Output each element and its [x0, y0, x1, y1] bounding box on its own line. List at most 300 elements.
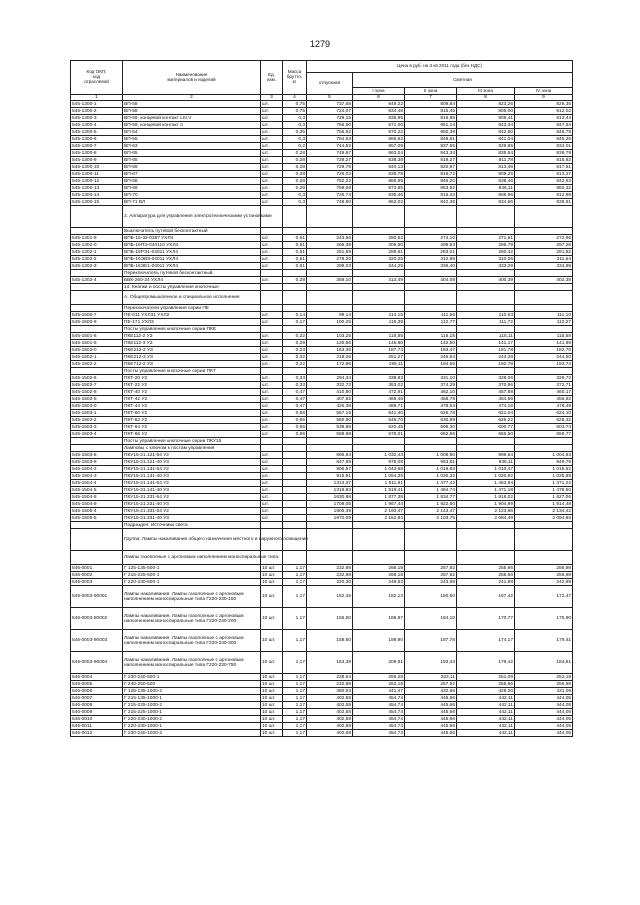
zone2-price-cell: 809,84: [405, 101, 457, 108]
zone2-price-cell: 111,56: [405, 312, 457, 319]
zone3-price-cell: 370,86: [457, 382, 515, 389]
code-cell: [71, 270, 123, 277]
zone4-price-cell: 172,47: [515, 586, 573, 608]
zone1-price-cell: 268,18: [353, 565, 405, 572]
table-row: [71, 709, 573, 716]
unit-cell: шт.: [261, 459, 283, 466]
zone3-price-cell: 2 084,49: [457, 515, 515, 522]
unit-cell: 10 шт.: [261, 572, 283, 579]
release-price-cell: 218,26: [307, 354, 353, 361]
name-cell: ПКЕ712-2 УЗ: [123, 361, 261, 368]
zone2-price-cell: [405, 270, 457, 277]
zone1-price-cell: 145,80: [353, 340, 405, 347]
zone3-price-cell: 457,88: [457, 389, 515, 396]
section-row: [71, 228, 573, 235]
table-row: [71, 723, 573, 730]
zone2-price-cell: 180,50: [405, 586, 457, 608]
mass-cell: 1,17: [283, 572, 307, 579]
zone2-price-cell: [405, 284, 457, 291]
code-cell: 545-1300-6: [71, 136, 123, 143]
code-cell: [71, 284, 123, 291]
unit-cell: [261, 326, 283, 333]
unit-cell: шт.: [261, 319, 283, 326]
table-row: [71, 608, 573, 630]
mass-cell: [283, 522, 307, 529]
zone3-price-cell: 310,06: [457, 256, 515, 263]
unit-cell: шт.: [261, 199, 283, 206]
zone1-price-cell: 182,14: [353, 586, 405, 608]
table-row: [71, 480, 573, 487]
zone3-price-cell: 1 904,99: [457, 501, 515, 508]
table-row: [71, 375, 573, 382]
zone4-price-cell: 242,99: [515, 579, 573, 586]
release-price-cell: 332,72: [307, 382, 353, 389]
zone1-price-cell: 338,83: [353, 375, 405, 382]
table-row: [71, 403, 573, 410]
zone2-price-cell: [405, 551, 457, 565]
code-cell: 545-1501-6: [71, 333, 123, 340]
zone2-price-cell: 953,81: [405, 459, 457, 466]
table-row: [71, 171, 573, 178]
zone2-price-cell: 842,36: [405, 199, 457, 206]
zone3-price-cell: [457, 326, 515, 333]
unit-cell: 10 шт.: [261, 702, 283, 709]
zone1-price-cell: 441,47: [353, 688, 405, 695]
zone1-price-cell: 248,63: [353, 579, 405, 586]
release-price-cell: [307, 551, 353, 565]
zone3-price-cell: 170,77: [457, 608, 515, 630]
zone1-price-cell: 472,91: [353, 389, 405, 396]
name-cell: Лампы газополные с аргоновым наполнением моноспиральные типа:: [123, 551, 261, 565]
table-row: [71, 389, 573, 396]
mass-cell: 1,17: [283, 586, 307, 608]
unit-cell: [261, 522, 283, 529]
zone2-price-cell: [405, 445, 457, 452]
release-price-cell: 380,53: [307, 688, 353, 695]
zone4-price-cell: 252,19: [515, 674, 573, 681]
table-row: [71, 572, 573, 579]
release-price-cell: 724,07: [307, 108, 353, 115]
unit-cell: шт.: [261, 235, 283, 242]
zone2-price-cell: 815,45: [405, 108, 457, 115]
unit-cell: шт.: [261, 185, 283, 192]
name-cell: ВП-65: [123, 157, 261, 164]
release-price-cell: 538,95: [307, 424, 353, 431]
name-cell: ПКУ15-21.141-54 У2: [123, 480, 261, 487]
unit-cell: шт.: [261, 122, 283, 129]
name-cell: Переключатели управления серии ПЕ: [123, 305, 261, 312]
code-cell: 545-1502-2: [71, 361, 123, 368]
mass-cell: [283, 473, 307, 480]
zone3-price-cell: 110,53: [457, 312, 515, 319]
name-cell: БВК-260-24 УХЛ4: [123, 277, 261, 284]
mass-cell: 0,66: [283, 410, 307, 417]
mass-cell: 0,51: [283, 242, 307, 249]
zone4-price-cell: 256,98: [515, 681, 573, 688]
zone4-price-cell: 847,54: [515, 122, 573, 129]
name-cell: ВПБ-16ПЭ-040110 УХЛ4: [123, 242, 261, 249]
zone3-price-cell: [457, 551, 515, 565]
table-row: [71, 143, 573, 150]
unit-cell: шт.: [261, 389, 283, 396]
code-cell: 545-1502-0: [71, 347, 123, 354]
zone1-price-cell: 2 193,47: [353, 508, 405, 515]
mass-cell: [283, 284, 307, 291]
code-cell: 545-1505-5: [71, 515, 123, 522]
zone4-price-cell: 112,27: [515, 319, 573, 326]
zone1-price-cell: 620,45: [353, 424, 405, 431]
mass-cell: [283, 206, 307, 228]
mass-cell: 0,22: [283, 333, 307, 340]
zone3-price-cell: 809,41: [457, 115, 515, 122]
mass-cell: 0,51: [283, 256, 307, 263]
release-price-cell: 126,66: [307, 340, 353, 347]
zone2-price-cell: 2 143,47: [405, 508, 457, 515]
zone3-price-cell: 255,66: [457, 572, 515, 579]
code-cell: 545-1503-3: [71, 424, 123, 431]
release-price-cell: 158,60: [307, 630, 353, 652]
name-cell: ВП-58: [123, 101, 261, 108]
code-cell: [71, 206, 123, 228]
code-cell: 545-1500-7: [71, 312, 123, 319]
table-row: [71, 122, 573, 129]
release-price-cell: [307, 291, 353, 305]
release-price-cell: 402,58: [307, 702, 353, 709]
unit-cell: шт.: [261, 375, 283, 382]
mass-cell: 0,33: [283, 382, 307, 389]
unit-cell: [261, 368, 283, 375]
table-row: [71, 185, 573, 192]
zone3-price-cell: [457, 206, 515, 228]
unit-cell: [261, 445, 283, 452]
unit-cell: шт.: [261, 501, 283, 508]
zone3-price-cell: 999,64: [457, 452, 515, 459]
release-price-cell: 560,90: [307, 417, 353, 424]
zone3-price-cell: 179,42: [457, 652, 515, 674]
name-cell: Г 220-230-500-1: [123, 579, 261, 586]
zone4-price-cell: 659,77: [515, 431, 573, 438]
code-cell: 545-1300-14: [71, 192, 123, 199]
mass-cell: [283, 515, 307, 522]
mass-cell: 0,51: [283, 263, 307, 270]
name-cell: Посты управления кнопочные серии ПКУ15: [123, 438, 261, 445]
name-cell: ВП-54: [123, 129, 261, 136]
zone1-price-cell: 835,95: [353, 115, 405, 122]
code-cell: 545-1302-3: [71, 263, 123, 270]
section-row: [71, 438, 573, 445]
mass-cell: 0,28: [283, 150, 307, 157]
zone3-price-cell: [457, 270, 515, 277]
zone4-price-cell: 839,79: [515, 150, 573, 157]
zone2-price-cell: 2 103,75: [405, 515, 457, 522]
column-number: 8: [457, 95, 515, 101]
name-cell: Посты управления кнопочные серии ПКЕ: [123, 326, 261, 333]
release-price-cell: 906,57: [307, 466, 353, 473]
code-cell: 546-0001: [71, 565, 123, 572]
name-cell: Г 215-225-500-1: [123, 572, 261, 579]
release-price-cell: 748,60: [307, 199, 353, 206]
zone4-price-cell: 2 094,85: [515, 515, 573, 522]
zone4-price-cell: 812,02: [515, 108, 573, 115]
zone1-price-cell: 344,25: [353, 263, 405, 270]
section-row: [71, 368, 573, 375]
mass-cell: 0,3: [283, 192, 307, 199]
zone2-price-cell: 183,47: [405, 347, 457, 354]
zone4-price-cell: 329,72: [515, 375, 573, 382]
unit-cell: шт.: [261, 136, 283, 143]
release-price-cell: 402,58: [307, 716, 353, 723]
release-price-cell: 726,02: [307, 171, 353, 178]
zone4-price-cell: [515, 522, 573, 529]
column-number: 1: [71, 95, 123, 101]
unit-cell: шт.: [261, 410, 283, 417]
name-cell: Лампы накаливания. Лампы газополные с аргоновым наполнением моноспиральные типа Г220-230-300: [123, 630, 261, 652]
unit-cell: 10 шт.: [261, 674, 283, 681]
zone3-price-cell: 838,46: [457, 178, 515, 185]
code-cell: 545-1300-13: [71, 185, 123, 192]
name-cell: ВП-59, концевой контакт II: [123, 122, 261, 129]
unit-cell: шт.: [261, 417, 283, 424]
table-row: [71, 115, 573, 122]
zone2-price-cell: 331,10: [405, 375, 457, 382]
zone2-price-cell: 445,66: [405, 702, 457, 709]
unit-cell: шт.: [261, 480, 283, 487]
release-price-cell: 1905,39: [307, 508, 353, 515]
release-price-cell: 265,38: [307, 242, 353, 249]
zone4-price-cell: 1 015,52: [515, 466, 573, 473]
name-cell: Г 215-225-1000-1: [123, 709, 261, 716]
zone2-price-cell: [405, 368, 457, 375]
zone2-price-cell: 1 030,32: [405, 473, 457, 480]
name-cell: Г 240-250-500: [123, 681, 261, 688]
mass-cell: 1,17: [283, 652, 307, 674]
zone3-price-cell: 167,42: [457, 586, 515, 608]
zone3-price-cell: [457, 228, 515, 235]
zone2-price-cell: 194,55: [405, 361, 457, 368]
zone4-price-cell: 628,32: [515, 417, 573, 424]
zone3-price-cell: 1 463,94: [457, 480, 515, 487]
mass-cell: [283, 551, 307, 565]
zone4-price-cell: 402,38: [515, 277, 573, 284]
mass-cell: [283, 305, 307, 312]
name-cell: Г 215-225-1000-2: [123, 702, 261, 709]
zone4-price-cell: 175,90: [515, 608, 573, 630]
header-estimate: Сметная: [353, 73, 573, 88]
column-number: 6: [353, 95, 405, 101]
table-row: [71, 256, 573, 263]
zone3-price-cell: [457, 305, 515, 312]
zone3-price-cell: 192,78: [457, 361, 515, 368]
unit-cell: 10 шт.: [261, 688, 283, 695]
zone4-price-cell: [515, 438, 573, 445]
table-row: [71, 417, 573, 424]
zone2-price-cell: 184,10: [405, 608, 457, 630]
name-cell: Ламповы с ключом к постам управления: [123, 445, 261, 452]
section-row: [71, 206, 573, 228]
table-row: [71, 688, 573, 695]
section-row: [71, 529, 573, 551]
name-cell: ВПБ-16ЭЕ1-04011 УХЛ4: [123, 263, 261, 270]
name-cell: ПЕ-011 УХЛ31 УХЛ2: [123, 312, 261, 319]
name-cell: Посты управления кнопочные серии ПКТ: [123, 368, 261, 375]
mass-cell: 0,75: [283, 108, 307, 115]
zone1-price-cell: 289,61: [353, 249, 405, 256]
unit-cell: шт.: [261, 396, 283, 403]
code-cell: 545-1501-8: [71, 340, 123, 347]
zone2-price-cell: 274,10: [405, 235, 457, 242]
zone3-price-cell: 843,34: [457, 122, 515, 129]
code-cell: 546-0009: [71, 709, 123, 716]
zone3-price-cell: 442,11: [457, 716, 515, 723]
release-price-cell: 232,98: [307, 565, 353, 572]
code-cell: 545-1300-15: [71, 199, 123, 206]
table-body: [71, 101, 573, 737]
zone3-price-cell: 621,04: [457, 410, 515, 417]
release-price-cell: 1630,98: [307, 494, 353, 501]
zone3-price-cell: 811,78: [457, 157, 515, 164]
release-price-cell: 251,59: [307, 249, 353, 256]
code-cell: 545-1502-6: [71, 375, 123, 382]
mass-cell: [283, 270, 307, 277]
release-price-cell: 99,14: [307, 312, 353, 319]
name-cell: А. Общепромышленное и специальное исполнение: [123, 291, 261, 305]
name-cell: Г 215-135-1000-1: [123, 695, 261, 702]
zone3-price-cell: 241,98: [457, 579, 515, 586]
release-price-cell: 749,67: [307, 150, 353, 157]
unit-cell: 10 шт.: [261, 652, 283, 674]
table-row: [71, 515, 573, 522]
code-cell: [71, 445, 123, 452]
zone4-price-cell: 813,44: [515, 115, 573, 122]
zone4-price-cell: 272,96: [515, 235, 573, 242]
name-cell: ВП-55: [123, 136, 261, 143]
name-cell: Подраздел: Источники света: [123, 522, 261, 529]
name-cell: ПКТ-66 У2: [123, 431, 261, 438]
name-cell: Лампы накаливания. Лампы газополные с аргоновым наполнением моноспиральные типа Г220-230-200: [123, 608, 261, 630]
column-number: 2: [123, 95, 261, 101]
zone3-price-cell: 255,66: [457, 681, 515, 688]
code-cell: 546-0005: [71, 681, 123, 688]
release-price-cell: 220,30: [307, 579, 353, 586]
release-price-cell: [307, 305, 353, 312]
zone3-price-cell: 400,39: [457, 277, 515, 284]
zone1-price-cell: [353, 529, 405, 551]
zone1-price-cell: 1 519,41: [353, 487, 405, 494]
mass-cell: 0,3: [283, 115, 307, 122]
mass-cell: 0,75: [283, 101, 307, 108]
zone2-price-cell: 816,43: [405, 192, 457, 199]
unit-cell: шт.: [261, 403, 283, 410]
unit-cell: 10 шт.: [261, 608, 283, 630]
table-row: [71, 494, 573, 501]
code-cell: 545-1300-3: [71, 115, 123, 122]
zone1-price-cell: 1 054,39: [353, 473, 405, 480]
mass-cell: 0,28: [283, 178, 307, 185]
mass-cell: 0,22: [283, 361, 307, 368]
zone2-price-cell: 820,97: [405, 164, 457, 171]
zone2-price-cell: [405, 438, 457, 445]
zone4-price-cell: 297,26: [515, 242, 573, 249]
zone1-price-cell: 320,25: [353, 256, 405, 263]
release-price-cell: 402,58: [307, 709, 353, 716]
zone1-price-cell: 454,74: [353, 702, 405, 709]
name-cell: ВП-67: [123, 171, 261, 178]
zone3-price-cell: [457, 529, 515, 551]
zone1-price-cell: 1 511,91: [353, 480, 405, 487]
zone2-price-cell: 404,08: [405, 277, 457, 284]
header-name: Наименование материалов и изделий: [123, 61, 261, 95]
table-row: [71, 235, 573, 242]
table-row: [71, 157, 573, 164]
mass-cell: [283, 326, 307, 333]
zone4-price-cell: 184,81: [515, 652, 573, 674]
code-cell: 545-1503-1: [71, 410, 123, 417]
code-cell: 545-1302-2: [71, 256, 123, 263]
zone3-price-cell: 1 818,02: [457, 494, 515, 501]
code-cell: 546-0007: [71, 695, 123, 702]
release-price-cell: [307, 522, 353, 529]
release-price-cell: 755,92: [307, 129, 353, 136]
release-price-cell: [307, 270, 353, 277]
zone2-price-cell: 142,50: [405, 340, 457, 347]
unit-cell: шт.: [261, 256, 283, 263]
release-price-cell: 402,58: [307, 723, 353, 730]
table-row: [71, 459, 573, 466]
release-price-cell: 729,78: [307, 164, 353, 171]
code-cell: 545-1505-4: [71, 508, 123, 515]
unit-cell: шт.: [261, 347, 283, 354]
zone3-price-cell: 625,22: [457, 417, 515, 424]
zone4-price-cell: 444,05: [515, 723, 573, 730]
mass-cell: 0,47: [283, 396, 307, 403]
release-price-cell: 1313,37: [307, 480, 353, 487]
table-row: [71, 136, 573, 143]
release-price-cell: 588,98: [307, 431, 353, 438]
mass-cell: 1,17: [283, 688, 307, 695]
zone4-price-cell: 141,89: [515, 340, 573, 347]
zone3-price-cell: 429,20: [457, 688, 515, 695]
zone1-price-cell: 187,74: [353, 347, 405, 354]
zone3-price-cell: [457, 438, 515, 445]
name-cell: ПКЕ112-2 УЗ: [123, 333, 261, 340]
zone2-price-cell: 312,95: [405, 256, 457, 263]
code-cell: 545-1503-4: [71, 431, 123, 438]
zone1-price-cell: 118,85: [353, 333, 405, 340]
release-price-cell: 278,20: [307, 256, 353, 263]
unit-cell: 10 шт.: [261, 579, 283, 586]
zone3-price-cell: 243,28: [457, 354, 515, 361]
release-price-cell: 752,22: [307, 178, 353, 185]
zone1-price-cell: 263,18: [353, 681, 405, 688]
mass-cell: 1,17: [283, 579, 307, 586]
zone4-price-cell: 845,25: [515, 136, 573, 143]
release-price-cell: 232,98: [307, 572, 353, 579]
release-price-cell: 756,60: [307, 122, 353, 129]
name-cell: ВП-59, концевой контакт LIII,V: [123, 115, 261, 122]
unit-cell: [261, 438, 283, 445]
zone1-price-cell: [353, 438, 405, 445]
zone4-price-cell: 2 134,42: [515, 508, 573, 515]
release-price-cell: 299,03: [307, 263, 353, 270]
zone1-price-cell: 454,74: [353, 730, 405, 737]
release-price-cell: 728,27: [307, 157, 353, 164]
zone2-price-cell: 1 484,74: [405, 487, 457, 494]
zone3-price-cell: [457, 368, 515, 375]
zone4-price-cell: 256,98: [515, 572, 573, 579]
unit-cell: шт.: [261, 143, 283, 150]
zone3-price-cell: [457, 522, 515, 529]
unit-cell: шт.: [261, 382, 283, 389]
